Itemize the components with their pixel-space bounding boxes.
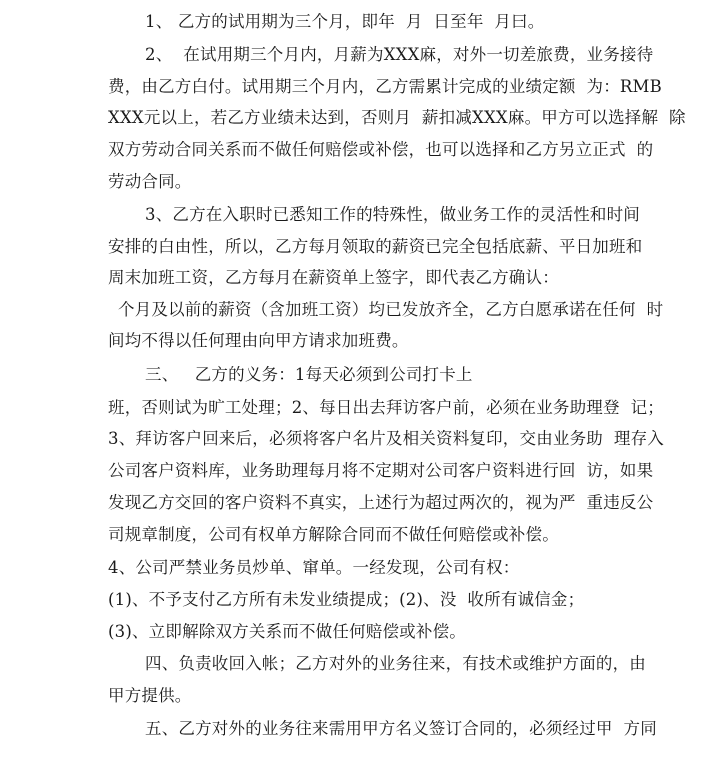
- text-line: 4、公司严禁业务员炒单、窜单。一经发现，公司有权：: [108, 558, 520, 577]
- text-line: 公司客户资料库，业务助理每月将不定期对公司客户资料进行回 访，如果: [108, 461, 654, 480]
- text-line: 发现乙方交回的客户资料不真实，上述行为超过两次的，视为严 重违反公: [108, 493, 654, 512]
- text-line: 班，否则试为旷工处理；2、每日出去拜访客户前，必须在业务助理登 记；: [108, 398, 664, 417]
- text-line: 三、 乙方的义务：1每天必须到公司打卡上: [145, 365, 473, 384]
- text-line: 双方劳动合同关系而不做任何赔偿或补偿，也可以选择和乙方另立正式 的: [108, 140, 654, 159]
- text-line: 周末加班工资，乙方每月在薪资单上签字，即代表乙方确认：: [108, 268, 559, 287]
- text-line: (3)、立即解除双方关系而不做任何赔偿或补偿。: [108, 622, 466, 641]
- text-line: 司规章制度，公司有权单方解除合同而不做任何赔偿或补偿。: [108, 525, 559, 544]
- text-line: 费，由乙方白付。试用期三个月内，乙方需累计完成的业绩定额 为：RMB: [108, 77, 662, 96]
- text-line: 安排的白由性，所以，乙方每月领取的薪资已完全包括底薪、平日加班和: [108, 237, 643, 256]
- text-line: 3、拜访客户回来后，必须将客户名片及相关资料复印，交由业务助 理存入: [108, 429, 664, 448]
- text-line: 劳动合同。: [108, 172, 192, 191]
- text-line: 个月及以前的薪资（含加班工资）均已发放齐全，乙方白愿承诺在任何 时: [118, 300, 664, 319]
- text-line: 甲方提供。: [108, 686, 192, 705]
- text-line: 间均不得以任何理由向甲方请求加班费。: [108, 331, 409, 350]
- text-line: 四、负责收回入帐；乙方对外的业务往来，有技术或维护方面的，由: [145, 654, 646, 673]
- text-line: 2、 在试用期三个月内，月薪为XXX麻，对外一切差旅费，业务接待: [145, 45, 654, 64]
- text-line: 3、乙方在入职时已悉知工作的特殊性，做业务工作的灵活性和时间: [145, 205, 640, 224]
- text-line: (1)、不予支付乙方所有未发业绩提成；(2)、没 收所有诚信金；: [108, 590, 585, 609]
- text-line: 1、 乙方的试用期为三个月，即年 月 日至年 月曰。: [145, 12, 545, 31]
- text-line: 五、乙方对外的业务往来需用甲方名义签订合同的，必须经过甲 方同: [145, 719, 657, 738]
- text-line: XXX元以上，若乙方业绩未达到，否则月 薪扣减XXX麻。甲方可以选择解 除: [108, 108, 686, 127]
